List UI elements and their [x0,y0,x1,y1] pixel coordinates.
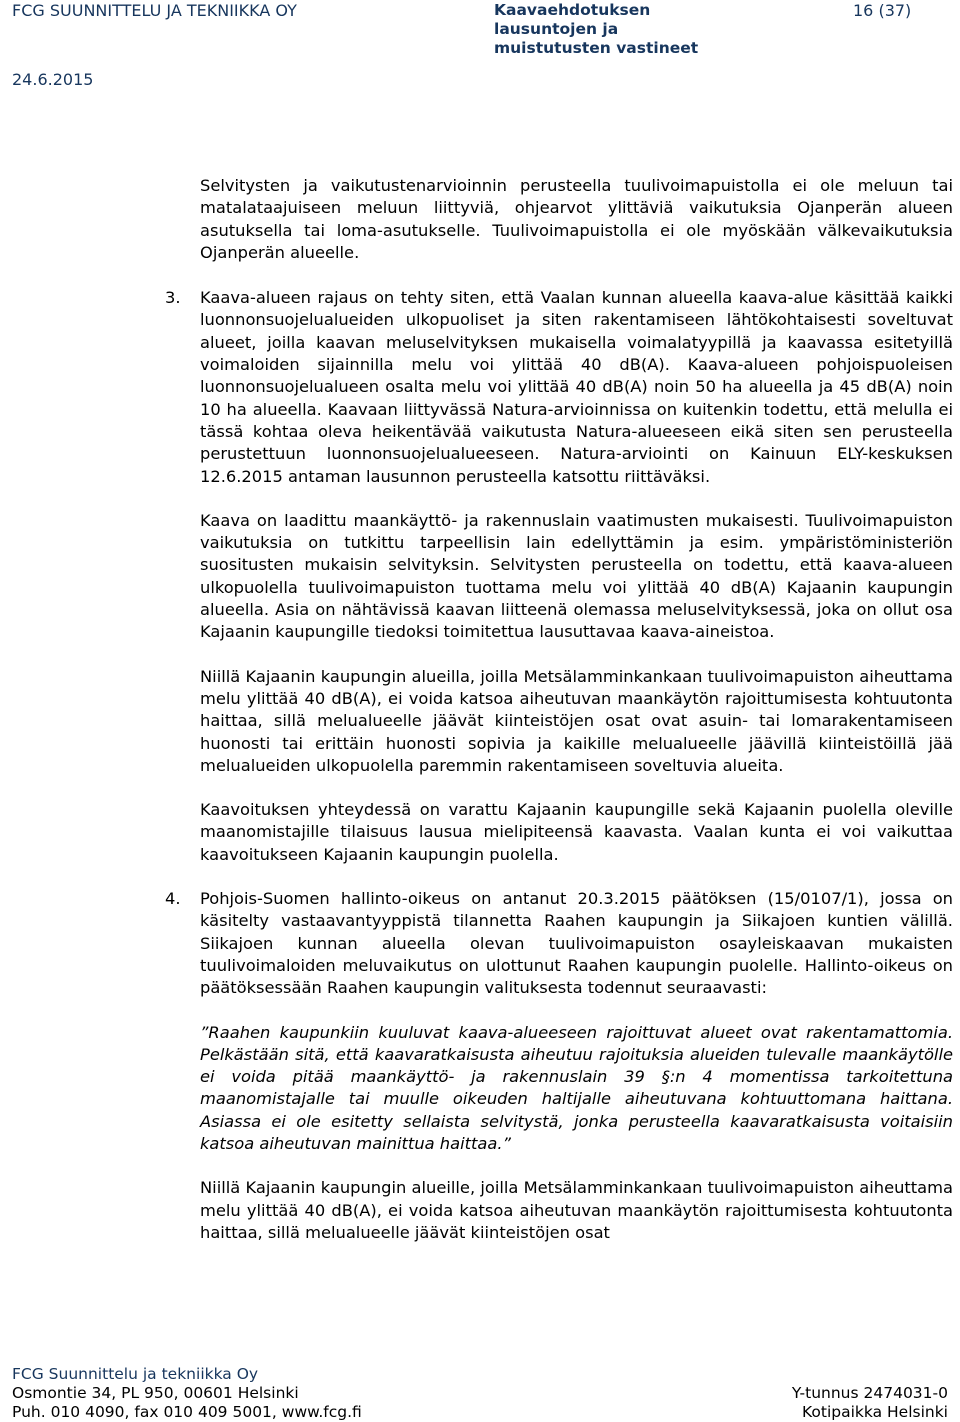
header-title-line: Kaavaehdotuksen [494,1,651,19]
footer-business-id: Y-tunnus 2474031-0 [791,1384,948,1402]
header-title-line: muistutusten vastineet [494,39,699,57]
paragraph-text: Selvitysten ja vaikutustenarvioinnin perusteella tuulivoimapuistolla ei ole meluun tai matalataajuiseen meluun liittyviä, ohjearvot ylittäviä vaikutuksia Ojanperän alueen asutuksella tai loma-asutukselle. Tuulivoimapuistolla ei ole myöskään välkevaikutuksia Ojanperän alueelle. [200,176,953,262]
paragraph-number: 3. [165,288,181,308]
document-body [0,175,960,1244]
footer-domicile: Kotipaikka Helsinki [802,1403,948,1421]
footer-phone: Puh. 010 4090, fax 010 409 5001, www.fcg.fi [12,1403,362,1421]
paragraph [165,287,953,488]
footer [12,1365,948,1422]
paragraph [200,666,953,777]
paragraph [200,799,953,866]
page-number: 16 (37) [853,1,912,20]
footer-row [12,1384,948,1403]
header-date: 24.6.2015 [12,70,94,89]
quote-paragraph [200,1022,953,1156]
paragraph [165,888,953,999]
paragraph-text: ”Raahen kaupunkiin kuuluvat kaava-alueeseen rajoittuvat alueet ovat rakentamattomia. Pelkästään sitä, että kaavaratkaisusta aiheutuu rajoituksia alueiden tulevalle maankäytölle ei voida pitää maankäyttö- ja rakennuslain 39 §:n 4 momentissa tarkoitettuna maanomistajalle tai muulle oikeuden haltijalle aiheutuvana kohtuuttomana haittana. Asiassa ei ole esitetty sellaista selvitystä, jonka perusteella kaavaratkaisusta voitaisiin katsoa aiheutuvan mainittua haittaa.” [200,1022,953,1153]
paragraph [200,510,953,644]
paragraph [200,1177,953,1244]
paragraph-text: Kaava-alueen rajaus on tehty siten, että Vaalan kunnan alueella kaava-alue käsittää kaikki luonnonsuojelualueiden ulkopuoliset ja siten rakentamiseen lähtökohtaisesti soveltuvat alueet, joilla kaavan meluselvityksen mukaisella voimalatyypillä ja kaavassa esitetyillä voimaloiden sijainnilla melu voi ylittää 40 dB(A). Kaava-alueen pohjoispuoleisen luonnonsuojelualueen osalta melu voi ylittää 40 dB(A) noin 50 ha alueella ja 45 dB(A) noin 10 ha alueella. Kaavaan liittyvässä Natura-arvioinnissa on kuitenkin todettu, että melulla ei tässä kohtaa oleva heikentävää vaikutusta Natura-alueeseen eikä siten sen perusteella perustettuun luonnonsuojelualueeseen. Natura-arviointi on Kainuun ELY-keskuksen 12.6.2015 antaman lausunnon perusteella katsottu riittäväksi. [200,288,953,486]
paragraph-text: Kaava on laadittu maankäyttö- ja rakennuslain vaatimusten mukaisesti. Tuulivoimapuiston vaikutuksia on tutkittu tarpeellisin lain edellyttämin ja esim. ympäristöministeriön suositusten mukaisin selvityksin. Selvitysten perusteella on todettu, että kaava-alueen ulkopuolella tuulivoimapuiston tuottama melu voi ylittää 40 dB(A) Kajaanin kaupungin alueella. Asia on nähtävissä kaavan liitteenä olemassa meluselvityksessä, joka on ollut osa Kajaanin kaupungille tiedoksi toimitettua lausuttavaa kaava-aineistoa. [200,510,953,642]
paragraph-text: Niillä Kajaanin kaupungin alueille, joilla Metsälamminkankaan tuulivoimapuiston aiheuttama melu ylittää 40 dB(A), ei voida katsoa aiheutuvan maankäytön rajoittumisesta kohtuutonta haittaa, sillä melualueelle jäävät kiinteistöjen osat [200,1178,953,1242]
footer-address: Osmontie 34, PL 950, 00601 Helsinki [12,1384,299,1402]
paragraph-text: Pohjois-Suomen hallinto-oikeus on antanut 20.3.2015 päätöksen (15/0107/1), jossa on käsitelty vastaavantyyppistä tilannetta Raahen kaupungin ja Siikajoen kuntien välillä. Siikajoen kunnan alueella olevan tuulivoimapuiston osayleiskaavan mukaisten tuulivoimaloiden meluvaikutus on ulottunut Raahen kaupungin puolelle. Hallinto-oikeus on päätöksessään Raahen kaupungin valituksesta todennut seuraavasti: [200,889,953,998]
paragraph-text: Niillä Kajaanin kaupungin alueilla, joilla Metsälamminkankaan tuulivoimapuiston aiheuttama melu ylittää 40 dB(A), ei voida katsoa aiheutuvan maankäytön rajoittumisesta kohtuutonta haittaa, sillä melualueelle jäävät kiinteistöjen osat ovat asuin- tai lomarakentamiseen huonosti tai erittäin huonosti sopivia ja kaikille melualueelle jäävillä kiinteistöillä jää melualueiden ulkopuolella paremmin rakentamiseen soveltuvia alueita. [200,666,953,775]
header-title [494,1,698,58]
paragraph-text: Kaavoituksen yhteydessä on varattu Kajaanin kaupungille sekä Kajaanin puolella oleville maanomistajille tilaisuus lausua mielipiteensä kaavasta. Vaalan kunta ei voi vaikuttaa kaavoitukseen Kajaanin kaupungin puolella. [200,800,953,864]
paragraph [200,175,953,264]
header-title-line: lausuntojen ja [494,20,619,38]
footer-company: FCG Suunnittelu ja tekniikka Oy [12,1365,259,1383]
footer-row [12,1403,948,1422]
header-company: FCG SUUNNITTELU JA TEKNIIKKA OY [12,1,297,20]
paragraph-number: 4. [165,889,181,909]
